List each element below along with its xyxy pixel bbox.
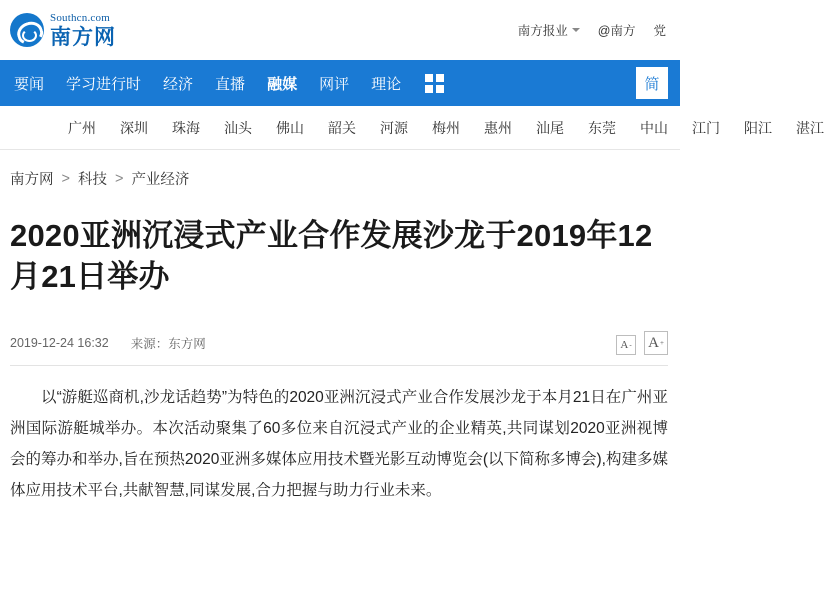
language-toggle-button[interactable]: 简 xyxy=(636,67,668,99)
header-link-dang-label: 党 xyxy=(653,24,666,38)
header-link-atnanfang-label: @南方 xyxy=(597,24,636,38)
southcn-logo-icon xyxy=(10,13,44,47)
header-link-nfby-label: 南方报业 xyxy=(517,24,568,38)
city-item-zhuhai[interactable]: 珠海 xyxy=(172,119,200,136)
site-logo[interactable] xyxy=(10,13,116,48)
nav-item-rongmei[interactable]: 融媒 xyxy=(267,75,298,93)
font-size-decrease-button[interactable]: A - xyxy=(616,335,636,355)
city-item-zhongshan[interactable]: 中山 xyxy=(640,119,668,136)
logo-english-text: Southcn.com xyxy=(50,11,110,24)
city-item-shantou[interactable]: 汕头 xyxy=(224,119,252,136)
grid-apps-icon[interactable] xyxy=(425,74,444,93)
breadcrumb-separator: > xyxy=(114,170,124,187)
site-header xyxy=(0,0,680,60)
article-meta xyxy=(10,331,668,366)
breadcrumb-item-tech[interactable]: 科技 xyxy=(77,172,107,188)
font-size-small-label: A xyxy=(620,338,629,351)
nav-item-xuexi[interactable]: 学习进行时 xyxy=(66,75,142,93)
main-nav xyxy=(0,60,680,106)
font-size-large-label: A xyxy=(648,334,659,351)
nav-item-lilun[interactable]: 理论 xyxy=(371,75,402,93)
breadcrumb-item-home[interactable]: 南方网 xyxy=(10,172,54,188)
city-item-zhanjiang[interactable]: 湛江 xyxy=(796,119,824,136)
city-nav xyxy=(0,106,824,150)
city-item-foshan[interactable]: 佛山 xyxy=(276,119,304,136)
city-item-meizhou[interactable]: 梅州 xyxy=(432,119,460,136)
article-paragraph: 以“游艇巡商机,沙龙话趋势”为特色的2020亚洲沉浸式产业合作发展沙龙于本月21日在广州亚洲国际游艇城举办。本次活动聚集了60多位来自沉浸式产业的企业精英,共同谋划2020亚洲视博会的筹办和举办,旨在预热2020亚洲多媒体应用技术暨光影互动博览会(以下简称多博会),构建多媒体应用技术平台,共献智慧,同谋发展,合力把握与助力行业未来。 xyxy=(10,389,668,500)
font-size-controls xyxy=(616,331,668,355)
article-source: 来源：东方网 xyxy=(130,337,206,352)
font-size-increase-button[interactable]: A + xyxy=(644,331,668,355)
nav-item-zhibo[interactable]: 直播 xyxy=(215,75,246,93)
city-item-jiangmen[interactable]: 江门 xyxy=(692,119,720,136)
article-body xyxy=(10,382,668,506)
city-item-shenzhen[interactable]: 深圳 xyxy=(120,119,148,136)
city-item-guangzhou[interactable]: 广州 xyxy=(68,119,96,136)
header-link-nfby[interactable] xyxy=(518,21,580,39)
city-item-huizhou[interactable]: 惠州 xyxy=(484,119,512,136)
header-link-atnanfang[interactable] xyxy=(598,21,636,39)
breadcrumb xyxy=(0,150,680,189)
logo-chinese-text: 南方网 xyxy=(50,25,116,49)
breadcrumb-item-industry-economy[interactable]: 产业经济 xyxy=(131,172,190,188)
city-item-yangjiang[interactable]: 阳江 xyxy=(744,119,772,136)
header-links xyxy=(518,21,668,39)
city-item-shaoguan[interactable]: 韶关 xyxy=(328,119,356,136)
breadcrumb-separator: > xyxy=(61,170,70,187)
logo-text-group xyxy=(50,13,116,48)
nav-item-wangping[interactable]: 网评 xyxy=(319,75,350,93)
chevron-down-icon xyxy=(572,28,580,32)
page-title: 2020亚洲沉浸式产业合作发展沙龙于2019年12月21日举办 xyxy=(10,218,653,295)
article-timestamp: 2019-12-24 16:32 xyxy=(10,336,109,351)
city-item-dongguan[interactable]: 东莞 xyxy=(588,119,616,136)
nav-item-yaowen[interactable]: 要闻 xyxy=(14,75,45,93)
city-item-shanwei[interactable]: 汕尾 xyxy=(536,119,564,136)
city-item-heyuan[interactable]: 河源 xyxy=(380,119,408,136)
header-link-dang[interactable] xyxy=(653,21,666,39)
nav-item-jingji[interactable]: 经济 xyxy=(163,75,194,93)
